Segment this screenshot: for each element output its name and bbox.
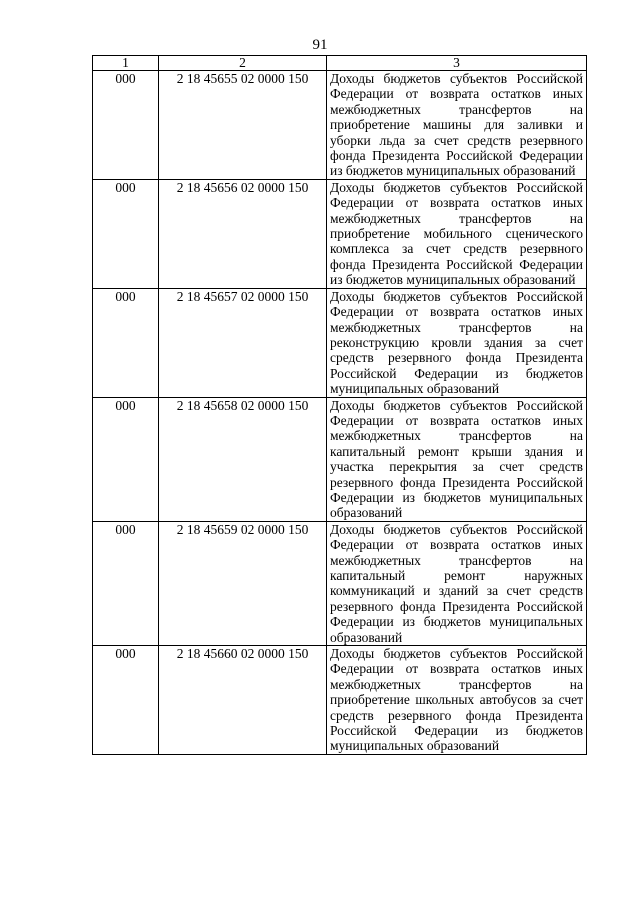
column-header-3: 3 xyxy=(327,56,587,71)
column-header-1: 1 xyxy=(93,56,159,71)
table-row xyxy=(93,179,587,288)
admin-code-cell: 000 xyxy=(93,179,159,288)
revenue-description-cell: Доходы бюджетов субъектов Российской Федерации от возврата остатков иных межбюджетных трансфертов на приобретение школьных автобусов за счет средств резервного фонда Президента Российской Федерации из бюджетов муниципальных образований xyxy=(327,646,587,755)
revenue-description-cell: Доходы бюджетов субъектов Российской Федерации от возврата остатков иных межбюджетных трансфертов на приобретение мобильного сценического комплекса за счет средств резервного фонда Президента Российской Федерации из бюджетов муниципальных образований xyxy=(327,179,587,288)
table-row xyxy=(93,521,587,645)
budget-classification-code-cell: 2 18 45658 02 0000 150 xyxy=(159,397,327,521)
table-row xyxy=(93,397,587,521)
table-row xyxy=(93,646,587,755)
revenue-description-cell: Доходы бюджетов субъектов Российской Федерации от возврата остатков иных межбюджетных трансфертов на приобретение машины для заливки и уборки льда за счет средств резервного фонда Президента Российской Федерации из бюджетов муниципальных образований xyxy=(327,71,587,180)
budget-classification-code-cell: 2 18 45660 02 0000 150 xyxy=(159,646,327,755)
budget-classification-code-cell: 2 18 45657 02 0000 150 xyxy=(159,288,327,397)
table-row xyxy=(93,71,587,180)
table-header-row xyxy=(93,56,587,71)
page-number: 91 xyxy=(312,37,328,53)
admin-code-cell: 000 xyxy=(93,521,159,645)
budget-classification-code-cell: 2 18 45659 02 0000 150 xyxy=(159,521,327,645)
admin-code-cell: 000 xyxy=(93,288,159,397)
revenue-description-cell: Доходы бюджетов субъектов Российской Федерации от возврата остатков иных межбюджетных трансфертов на реконструкцию кровли здания за счет средств резервного фонда Президента Российской Федерации из бюджетов муниципальных образований xyxy=(327,288,587,397)
admin-code-cell: 000 xyxy=(93,71,159,180)
budget-classification-code-cell: 2 18 45656 02 0000 150 xyxy=(159,179,327,288)
table-row xyxy=(93,288,587,397)
admin-code-cell: 000 xyxy=(93,646,159,755)
admin-code-cell: 000 xyxy=(93,397,159,521)
revenue-description-cell: Доходы бюджетов субъектов Российской Федерации от возврата остатков иных межбюджетных трансфертов на капитальный ремонт крыши здания и участка перекрытия за счет средств резервного фонда Президента Российской Федерации из бюджетов муниципальных образований xyxy=(327,397,587,521)
budget-classification-code-cell: 2 18 45655 02 0000 150 xyxy=(159,71,327,180)
revenue-description-cell: Доходы бюджетов субъектов Российской Федерации от возврата остатков иных межбюджетных трансфертов на капитальный ремонт наружных коммуникаций и зданий за счет средств резервного фонда Президента Российской Федерации из бюджетов муниципальных образований xyxy=(327,521,587,645)
budget-revenue-table xyxy=(92,55,587,755)
column-header-2: 2 xyxy=(159,56,327,71)
